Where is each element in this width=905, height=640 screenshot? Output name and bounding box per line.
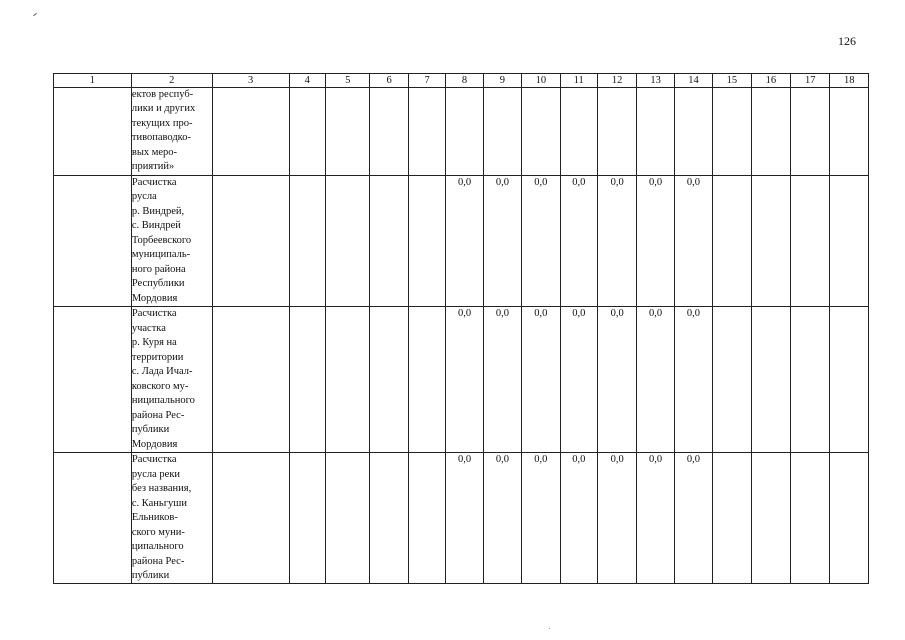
value-cell bbox=[597, 88, 636, 176]
value-cell bbox=[713, 175, 751, 306]
column-number: 16 bbox=[751, 74, 790, 88]
value-cell bbox=[713, 307, 751, 453]
table-row bbox=[54, 88, 869, 176]
column-number-row bbox=[54, 74, 869, 88]
value-cell: 0,0 bbox=[674, 307, 712, 453]
data-table bbox=[53, 73, 869, 584]
table-row bbox=[54, 453, 869, 584]
page-number: 126 bbox=[838, 34, 856, 48]
column-number: 13 bbox=[637, 74, 674, 88]
column-number: 5 bbox=[325, 74, 369, 88]
value-cell bbox=[408, 175, 445, 306]
value-cell bbox=[751, 88, 790, 176]
column-number: 1 bbox=[54, 74, 132, 88]
value-cell bbox=[483, 88, 521, 176]
value-cell bbox=[289, 453, 325, 584]
table-row bbox=[54, 307, 869, 453]
value-cell bbox=[791, 175, 830, 306]
value-cell: 0,0 bbox=[637, 307, 674, 453]
column-number: 11 bbox=[560, 74, 597, 88]
value-cell: 0,0 bbox=[597, 175, 636, 306]
value-cell bbox=[408, 453, 445, 584]
value-cell: 0,0 bbox=[637, 175, 674, 306]
column-number: 3 bbox=[212, 74, 289, 88]
value-cell bbox=[522, 88, 560, 176]
value-cell: 0,0 bbox=[560, 307, 597, 453]
value-cell bbox=[370, 453, 408, 584]
value-cell: 0,0 bbox=[522, 175, 560, 306]
value-cell bbox=[830, 175, 869, 306]
value-cell: 0,0 bbox=[674, 175, 712, 306]
value-cell: 0,0 bbox=[637, 453, 674, 584]
value-cell bbox=[370, 88, 408, 176]
value-cell bbox=[212, 453, 289, 584]
column-number: 18 bbox=[830, 74, 869, 88]
value-cell bbox=[830, 307, 869, 453]
value-cell bbox=[751, 453, 790, 584]
value-cell bbox=[289, 307, 325, 453]
column-number: 8 bbox=[446, 74, 483, 88]
value-cell bbox=[408, 88, 445, 176]
value-cell bbox=[713, 88, 751, 176]
column-number: 14 bbox=[674, 74, 712, 88]
value-cell bbox=[751, 175, 790, 306]
value-cell bbox=[830, 453, 869, 584]
value-cell bbox=[751, 307, 790, 453]
value-cell: 0,0 bbox=[560, 453, 597, 584]
value-cell: 0,0 bbox=[446, 175, 483, 306]
value-cell: 0,0 bbox=[446, 307, 483, 453]
column-number: 9 bbox=[483, 74, 521, 88]
column-number: 6 bbox=[370, 74, 408, 88]
value-cell bbox=[289, 88, 325, 176]
row-index-cell bbox=[54, 175, 132, 306]
value-cell bbox=[791, 453, 830, 584]
value-cell bbox=[289, 175, 325, 306]
value-cell: 0,0 bbox=[674, 453, 712, 584]
value-cell bbox=[325, 453, 369, 584]
activity-description: Расчистка русла реки без названия, с. Каньгуши Ельников- ского муни- ципального района Рес- публики bbox=[131, 453, 212, 584]
value-cell: 0,0 bbox=[522, 307, 560, 453]
activity-description: Расчистка русла р. Виндрей, с. Виндрей Торбеевского муниципаль- ного района Республики Мордовия bbox=[131, 175, 212, 306]
value-cell: 0,0 bbox=[522, 453, 560, 584]
value-cell bbox=[560, 88, 597, 176]
value-cell bbox=[212, 88, 289, 176]
value-cell: 0,0 bbox=[483, 175, 521, 306]
activity-description: Расчистка участка р. Куря на территории с. Лада Ичал- ковского му- ниципального района Рес- публики Мордовия bbox=[131, 307, 212, 453]
column-number: 7 bbox=[408, 74, 445, 88]
column-number: 4 bbox=[289, 74, 325, 88]
value-cell bbox=[325, 175, 369, 306]
value-cell bbox=[446, 88, 483, 176]
value-cell bbox=[212, 175, 289, 306]
value-cell bbox=[370, 175, 408, 306]
value-cell bbox=[791, 307, 830, 453]
row-index-cell bbox=[54, 453, 132, 584]
column-number: 12 bbox=[597, 74, 636, 88]
value-cell bbox=[830, 88, 869, 176]
value-cell bbox=[674, 88, 712, 176]
value-cell bbox=[325, 88, 369, 176]
column-number: 2 bbox=[131, 74, 212, 88]
value-cell bbox=[713, 453, 751, 584]
value-cell bbox=[212, 307, 289, 453]
row-index-cell bbox=[54, 307, 132, 453]
column-number: 17 bbox=[791, 74, 830, 88]
value-cell: 0,0 bbox=[483, 453, 521, 584]
activity-description: ектов респуб- лики и других текущих про- тивопаводко- вых меро- приятий» bbox=[131, 88, 212, 176]
value-cell bbox=[408, 307, 445, 453]
table-row bbox=[54, 175, 869, 306]
value-cell: 0,0 bbox=[560, 175, 597, 306]
value-cell: 0,0 bbox=[597, 307, 636, 453]
value-cell: 0,0 bbox=[446, 453, 483, 584]
value-cell bbox=[791, 88, 830, 176]
value-cell bbox=[325, 307, 369, 453]
value-cell: 0,0 bbox=[597, 453, 636, 584]
scan-mark bbox=[33, 13, 37, 16]
value-cell: 0,0 bbox=[483, 307, 521, 453]
column-number: 15 bbox=[713, 74, 751, 88]
value-cell bbox=[637, 88, 674, 176]
scan-dot bbox=[549, 628, 550, 629]
column-number: 10 bbox=[522, 74, 560, 88]
value-cell bbox=[370, 307, 408, 453]
row-index-cell bbox=[54, 88, 132, 176]
